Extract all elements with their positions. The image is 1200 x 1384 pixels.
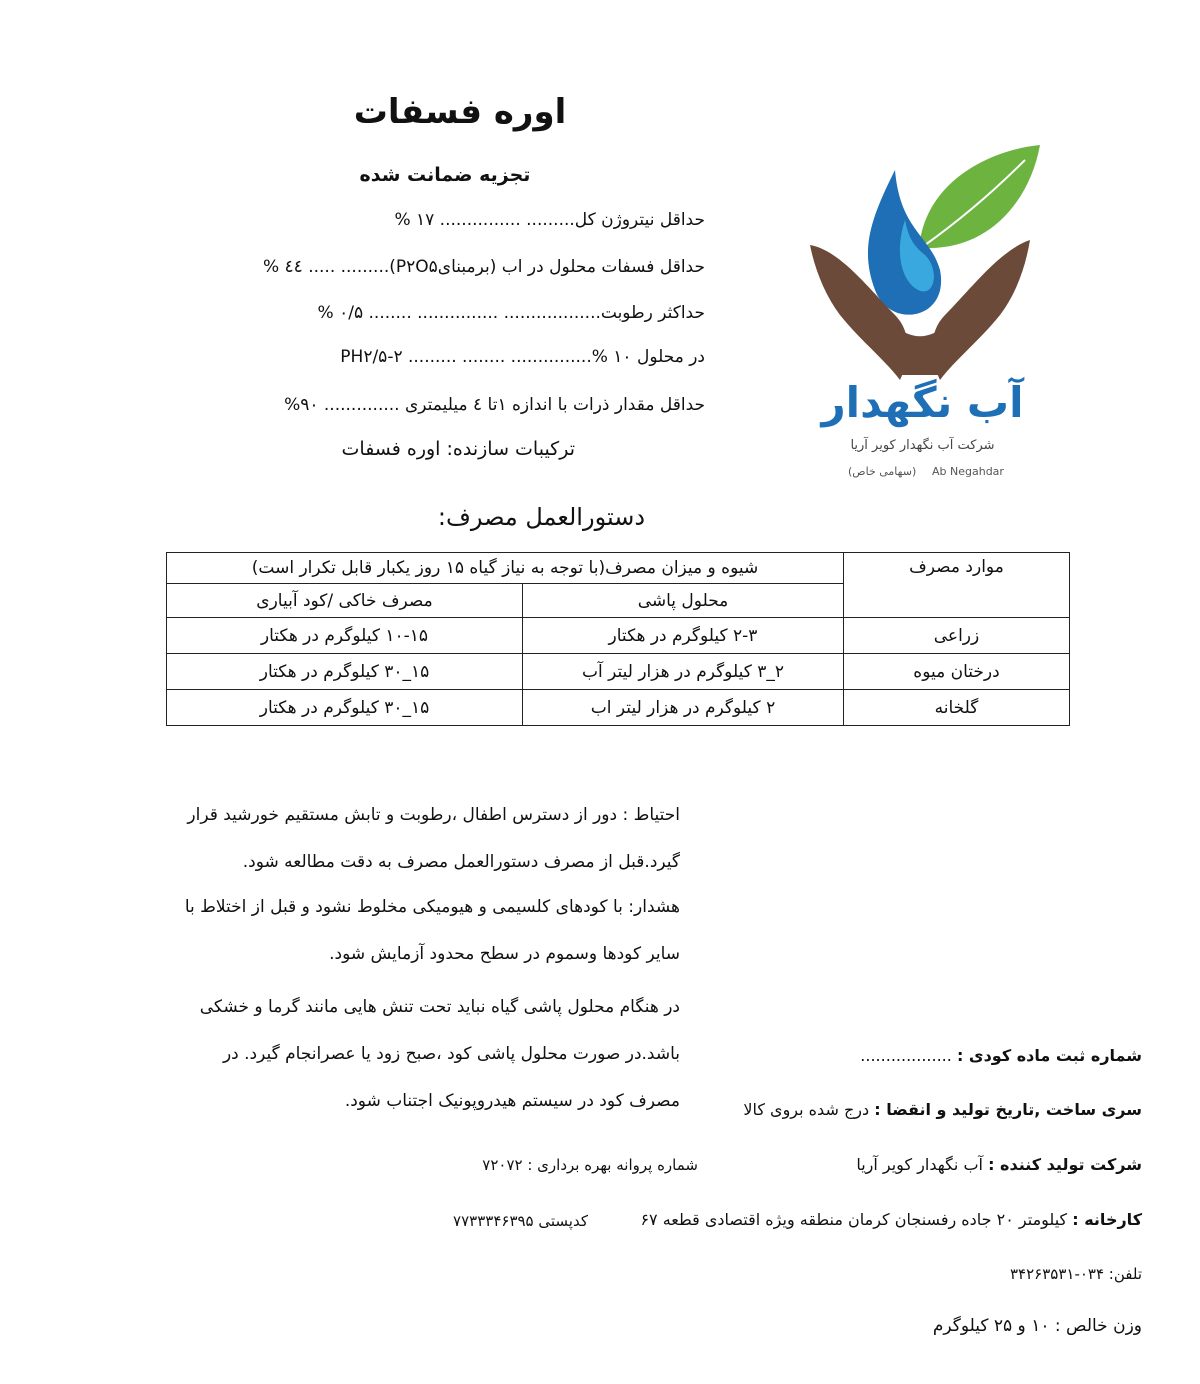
registration-number	[860, 1046, 1142, 1065]
row-soil: ۱۰-۱۵ کیلوگرم در هکتار	[167, 618, 523, 654]
table-header-row	[167, 553, 1070, 584]
batch-value: درج شده بروی کالا	[743, 1100, 870, 1119]
warning-line: هشدار: با کودهای کلسیمی و هیومیکی مخلوط نشود و قبل از اختلاط با	[184, 897, 680, 917]
spec-moisture: حداکثر رطوبت.................. ............... ........ ۰/۵ %	[317, 303, 705, 323]
spec-phosphate: حداقل فسفات محلول در اب (برمبنایP۲O۵)......... ..... ٤٤ %	[262, 257, 705, 277]
postal-code: کدپستی ۷۷۳۳۳۴۶۳۹۵	[453, 1212, 588, 1230]
usage-heading: دستورالعمل مصرف:	[437, 503, 645, 531]
document-title: اوره فسفات	[353, 92, 567, 132]
warning-line: سایر کودها وسموم در سطح محدود آزمایش شود.	[329, 944, 680, 964]
usage-table	[166, 552, 1070, 726]
spec-ph: PHدر محلول ۱۰ %............... ........ ......... ۲-۲/۵	[340, 347, 705, 367]
registration-value: ..................	[860, 1046, 952, 1065]
leaf-icon	[920, 145, 1040, 248]
factory-value: کیلومتر ۲۰ جاده رفسنجان کرمان منطقه ویژه اقتصادی قطعه ۶۷	[640, 1210, 1068, 1229]
warning-paragraph	[120, 884, 680, 978]
logo-brand-name: آب نگهدار	[821, 378, 1024, 427]
factory-label: کارخانه :	[1072, 1210, 1142, 1229]
header-foliar: محلول پاشی	[523, 584, 844, 618]
license-number: شماره پروانه بهره برداری : ۷۲۰۷۲	[482, 1156, 698, 1174]
stress-line: باشد.در صورت محلول پاشی کود ،صبح زود یا عصرانجام گیرد. در	[222, 1044, 680, 1064]
net-weight: وزن خالص : ۱۰ و ۲۵ کیلوگرم	[932, 1316, 1142, 1336]
row-soil: ۱۵_۳۰ کیلوگرم در هکتار	[167, 690, 523, 726]
row-crop: زراعی	[844, 618, 1070, 654]
logo-english-name: Ab Negahdar	[932, 465, 1004, 478]
logo-company-name: شرکت آب نگهدار کویر آریا	[850, 438, 995, 453]
row-foliar: ۲-۳ کیلوگرم در هکتار	[523, 618, 844, 654]
stress-paragraph	[120, 984, 680, 1125]
spec-particle-size: حداقل مقدار ذرات با اندازه ۱تا ٤ میلیمتری .............. ۹۰%	[284, 395, 705, 415]
row-soil: ۱۵_۳۰ کیلوگرم در هکتار	[167, 654, 523, 690]
guarantee-heading: تجزیه ضمانت شده	[359, 164, 531, 186]
row-crop: درختان میوه	[844, 654, 1070, 690]
header-soil: مصرف خاکی /کود آبیاری	[167, 584, 523, 618]
batch-info	[743, 1100, 1142, 1119]
stress-line: مصرف کود در سیستم هیدروپونیک اجتناب شود.	[344, 1091, 680, 1111]
header-use-cases: موارد مصرف	[844, 553, 1070, 618]
row-crop: گلخانه	[844, 690, 1070, 726]
producer-label: شرکت تولید کننده :	[988, 1155, 1142, 1174]
caution-line: گیرد.قبل از مصرف دستورالعمل مصرف به دقت مطالعه شود.	[242, 852, 680, 872]
caution-paragraph	[120, 792, 680, 886]
producer-info	[856, 1155, 1142, 1174]
caution-line: احتیاط : دور از دسترس اطفال ،رطوبت و تابش مستقیم خورشید قرار	[187, 805, 680, 825]
spec-nitrogen: حداقل نیتروژن کل......... ............... ۱۷ %	[394, 210, 705, 230]
header-method: شیوه و میزان مصرف(با توجه به نیاز گیاه ۱۵ روز یکبار قابل تکرار است)	[167, 553, 844, 584]
logo-company-type: (سهامی خاص)	[848, 465, 917, 478]
batch-label: سری ساخت ,تاریخ تولید و انقضا :	[874, 1100, 1142, 1119]
table-row	[167, 618, 1070, 654]
row-foliar: ۲_۳ کیلوگرم در هزار لیتر آب	[523, 654, 844, 690]
producer-value: آب نگهدار کویر آریا	[856, 1155, 983, 1174]
table-row	[167, 690, 1070, 726]
phone-number: تلفن: ۰۳۴-۳۴۲۶۳۵۳۱	[1009, 1265, 1142, 1283]
table-row	[167, 654, 1070, 690]
stress-line: در هنگام محلول پاشی گیاه نباید تحت تنش هایی مانند گرما و خشکی	[199, 997, 680, 1017]
ingredients-line: ترکیبات سازنده: اوره فسفات	[341, 438, 575, 460]
registration-label: شماره ثبت ماده کودی :	[956, 1046, 1142, 1065]
row-foliar: ۲ کیلوگرم در هزار لیتر اب	[523, 690, 844, 726]
factory-info	[640, 1210, 1142, 1229]
company-logo	[800, 140, 1040, 480]
